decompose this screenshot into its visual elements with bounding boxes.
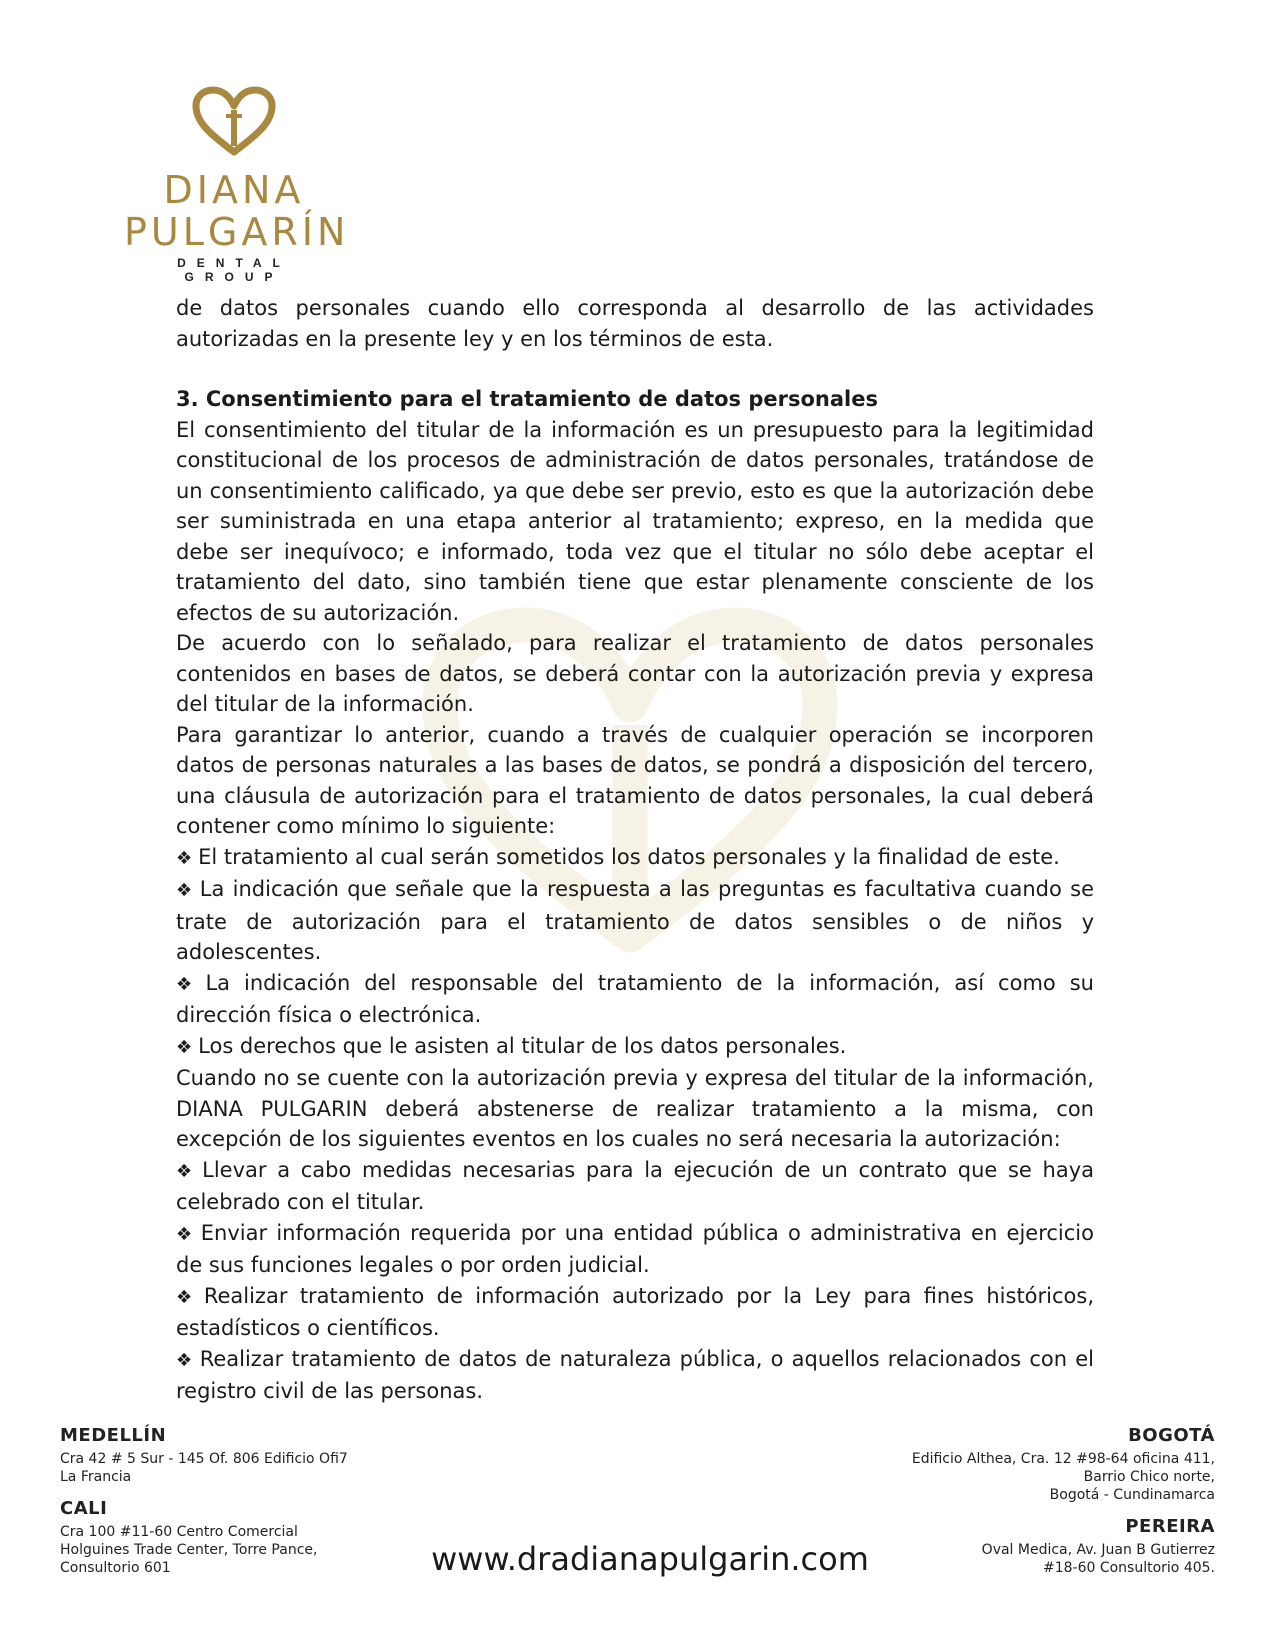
list-item: ❖ Enviar información requerida por una entidad pública o administrativa en ejercicio de sus funciones legales o por orden judicial. [176, 1220, 1094, 1277]
footer-right [875, 1425, 1215, 1589]
list-item: ❖ Llevar a cabo medidas necesarias para la ejecución de un contrato que se haya celebrado con el titular. [176, 1157, 1094, 1214]
address-cali: Cra 100 #11-60 Centro Comercial Holguines Trade Center, Torre Pance, Consultorio 601 [60, 1524, 318, 1576]
list-item: ❖ La indicación que señale que la respuesta a las preguntas es facultativa cuando se trate de autorización para el tratamiento de datos sensibles o de niños y adolescentes. [176, 877, 1095, 964]
paragraph-2: De acuerdo con lo señalado, para realizar el tratamiento de datos personales contenidos en bases de datos, se deberá contar con la autorización previa y expresa del titular de la información. [176, 631, 1094, 716]
diamond-bullet-icon: ❖ [176, 1286, 198, 1308]
diamond-bullet-icon: ❖ [176, 1160, 197, 1182]
list-item: ❖ El tratamiento al cual serán sometidos los datos personales y la finalidad de este. [176, 844, 1060, 869]
diamond-bullet-icon: ❖ [176, 880, 194, 901]
intro-paragraph: de datos personales cuando ello corresponda al desarrollo de las actividades autorizadas en la presente ley y en los términos de esta. [176, 296, 1094, 351]
city-bogota: BOGOTÁ [1128, 1425, 1215, 1446]
city-pereira: PEREIRA [1125, 1516, 1215, 1537]
city-cali: CALI [60, 1498, 108, 1519]
diamond-bullet-icon: ❖ [176, 847, 193, 869]
footer-left [60, 1425, 440, 1589]
paragraph-3: Para garantizar lo anterior, cuando a través de cualquier operación se incorporen datos de personas naturales a las bases de datos, se pondrá a disposición del tercero, una cláusula de autorización para el tratamiento de datos personales, la cual deberá contener como mínimo lo siguiente: [176, 722, 1094, 838]
logo-line-2: PULGARÍN [124, 210, 350, 254]
address-pereira: Oval Medica, Av. Juan B Gutierrez #18-60 Consultorio 405. [981, 1542, 1215, 1576]
list-item: ❖ La indicación del responsable del tratamiento de la información, así como su dirección física o electrónica. [176, 970, 1094, 1027]
city-medellin: MEDELLÍN [60, 1425, 167, 1446]
address-bogota: Edificio Althea, Cra. 12 #98-64 oficina 411, Barrio Chico norte, Bogotá - Cundinamarca [911, 1451, 1215, 1503]
list-item: ❖ Realizar tratamiento de datos de naturaleza pública, o aquellos relacionados con el registro civil de las personas. [176, 1346, 1094, 1403]
diamond-bullet-icon: ❖ [176, 1036, 193, 1058]
section-heading: 3. Consentimiento para el tratamiento de datos personales [176, 387, 878, 411]
list-item: ❖ Realizar tratamiento de información autorizado por la Ley para fines históricos, estadísticos o científicos. [176, 1283, 1094, 1340]
brand-logo [124, 86, 350, 284]
heart-logo-icon [190, 86, 278, 158]
diamond-bullet-icon: ❖ [176, 973, 200, 995]
logo-line-1: DIANA [163, 168, 305, 212]
paragraph-1: El consentimiento del titular de la información es un presupuesto para la legitimidad constitucional de los procesos de administración de datos personales, tratándose de un consentimiento calificado, ya que debe ser previo, esto es que la autorización debe ser suministrada en una etapa anterior al tratamiento; expreso, en la medida que debe ser inequívoco; e informado, toda vez que el titular no sólo debe aceptar el tratamiento del dato, sino también tiene que estar plenamente consciente de los efectos de su autorización. [176, 417, 1094, 625]
website-link[interactable]: www.dradianapulgarin.com [431, 1540, 869, 1578]
list-item: ❖ Los derechos que le asisten al titular de los datos personales. [176, 1033, 847, 1058]
diamond-bullet-icon: ❖ [176, 1223, 195, 1245]
logo-line-3: DENTAL GROUP [177, 256, 291, 284]
paragraph-4: Cuando no se cuente con la autorización previa y expresa del titular de la información, DIANA PULGARIN deberá abstenerse de realizar tratamiento a la misma, con excepción de los siguientes eventos en los cuales no será necesaria la autorización: [176, 1066, 1094, 1151]
address-medellin: Cra 42 # 5 Sur - 145 Of. 806 Edificio Ofi7 La Francia [60, 1451, 348, 1485]
document-body [176, 293, 1094, 1407]
diamond-bullet-icon: ❖ [176, 1349, 194, 1371]
